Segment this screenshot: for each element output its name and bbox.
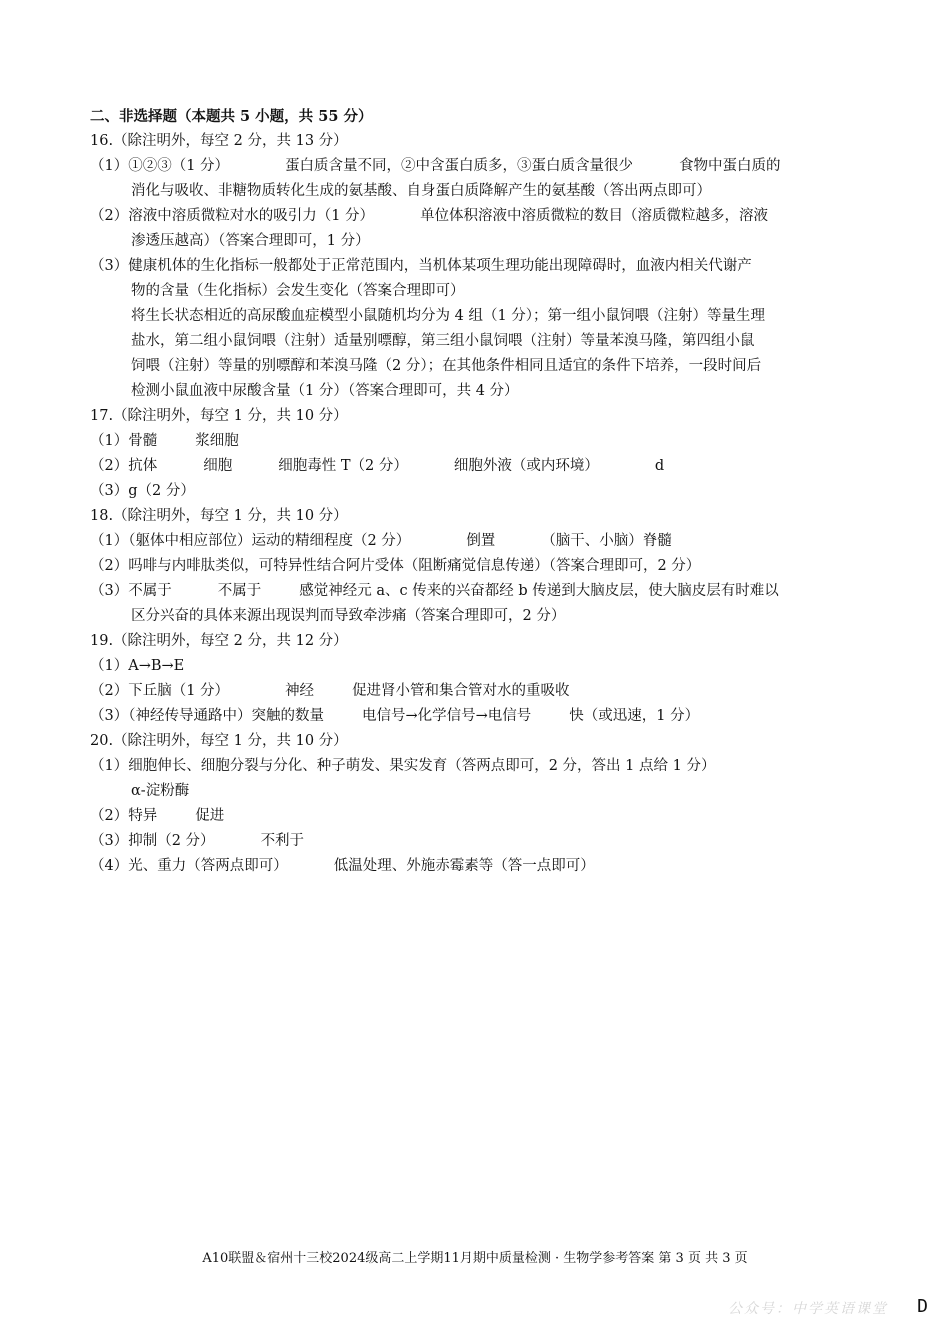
- q19-a2-part3: 促进肾小管和集合管对水的重吸收: [352, 683, 570, 699]
- q20-answer-1-cont: α-淀粉酶: [131, 783, 190, 799]
- q20-a4-part1: （4）光、重力（答两点即可）: [90, 858, 288, 874]
- q18-answer-2: （2）吗啡与内啡肽类似，可特异性结合阿片受体（阻断痛觉信息传递）（答案合理即可，2 分）: [90, 558, 701, 574]
- q16-answer-1: [90, 154, 860, 179]
- watermark-text: 公众号：中学英语课堂: [728, 1301, 888, 1317]
- q16-answer-2-cont: 渗透压越高）（答案合理即可，1 分）: [131, 233, 370, 249]
- q18-a1-part1: （1）（躯体中相应部位）运动的精细程度（2 分）: [90, 533, 411, 549]
- page-footer: A10联盟＆宿州十三校2024级高二上学期11月期中质量检测 · 生物学参考答案 第 3 页 共 3 页: [202, 1251, 748, 1266]
- q17-a2-part3: 细胞毒性 T（2 分）: [278, 458, 408, 474]
- q16-answer-3: （3）健康机体的生化指标一般都处于正常范围内，当机体某项生理功能出现障碍时，血液内相关代谢产: [90, 258, 752, 274]
- q18-a3-part3: 感觉神经元 a、c 传来的兴奋都经 b 传递到大脑皮层，使大脑皮层有时难以: [299, 583, 779, 599]
- q20-a3-part2: 不利于: [260, 833, 305, 849]
- q16-heading: 16.（除注明外，每空 2 分，共 13 分）: [90, 133, 348, 149]
- q19-a3-part2: 电信号→化学信号→电信号: [361, 708, 532, 724]
- q19-answer-2: [90, 679, 860, 704]
- q20-answer-4: [90, 854, 860, 879]
- q19-heading: 19.（除注明外，每空 2 分，共 12 分）: [90, 633, 348, 649]
- q16-answer-1-cont: 消化与吸收、非糖物质转化生成的氨基酸、自身蛋白质降解产生的氨基酸（答出两点即可）: [131, 183, 711, 199]
- section-title: 二、非选择题（本题共 5 小题，共 55 分）: [90, 108, 373, 125]
- q18-answer-3-cont: 区分兴奋的具体来源出现误判而导致牵涉痛（答案合理即可，2 分）: [131, 608, 566, 624]
- q19-a3-part1: （3）（神经传导通路中）突触的数量: [90, 708, 324, 724]
- q19-a2-part1: （2）下丘脑（1 分）: [90, 683, 230, 699]
- q16-answer-3-line4: 盐水，第二组小鼠饲喂（注射）适量别嘌醇，第三组小鼠饲喂（注射）等量苯溴马隆，第四组小鼠: [131, 333, 755, 349]
- q16-answer-3-line2: 物的含量（生化指标）会发生变化（答案合理即可）: [131, 283, 465, 299]
- q20-answer-2: [90, 804, 860, 829]
- q17-a2-part1: （2）抗体: [90, 458, 158, 474]
- q18-a1-part3: （脑干、小脑）脊髓: [541, 533, 672, 549]
- q20-answer-3: [90, 829, 860, 854]
- q16-a1-part3: 食物中蛋白质的: [679, 158, 781, 174]
- q17-heading: 17.（除注明外，每空 1 分，共 10 分）: [90, 408, 348, 424]
- q16-a1-part2: 蛋白质含量不同，②中含蛋白质多，③蛋白质含量很少: [285, 158, 634, 174]
- q17-answer-1: [90, 429, 860, 454]
- q19-a3-part3: 快（或迅速，1 分）: [569, 708, 700, 724]
- q20-a4-part2: 低温处理、外施赤霉素等（答一点即可）: [333, 858, 595, 874]
- q17-a1-part2: 浆细胞: [195, 433, 239, 449]
- q17-a2-part5: d: [654, 458, 665, 474]
- q19-a2-part2: 神经: [285, 683, 315, 699]
- q16-a2-part2: 单位体积溶液中溶质微粒的数目（溶质微粒越多，溶液: [420, 208, 769, 224]
- q16-answer-3-line5: 饲喂（注射）等量的别嘌醇和苯溴马隆（2 分）；在其他条件相同且适宜的条件下培养，一段时间后: [131, 358, 762, 374]
- q20-heading: 20.（除注明外，每空 1 分，共 10 分）: [90, 733, 348, 749]
- q16-answer-3-line3: 将生长状态相近的高尿酸血症模型小鼠随机均分为 4 组（1 分）；第一组小鼠饲喂（注射）等量生理: [131, 308, 766, 324]
- q17-a1-part1: （1）骨髓: [90, 433, 158, 449]
- q19-answer-3: [90, 704, 860, 729]
- q18-a3-part2: 不属于: [217, 583, 262, 599]
- q16-a2-part1: （2）溶液中溶质微粒对水的吸引力（1 分）: [90, 208, 375, 224]
- q17-a2-part2: 细胞: [203, 458, 233, 474]
- q18-answer-1: [90, 529, 860, 554]
- q18-a1-part2: 倒置: [466, 533, 496, 549]
- q20-answer-1: （1）细胞伸长、细胞分裂与分化、种子萌发、果实发育（答两点即可，2 分，答出 1 点给 1 分）: [90, 758, 716, 774]
- corner-mark: D: [917, 1296, 928, 1317]
- q17-answer-2: [90, 454, 860, 479]
- q16-a1-part1: （1）①②③（1 分）: [90, 158, 230, 174]
- q20-a2-part1: （2）特异: [90, 808, 158, 824]
- q18-answer-3: [90, 579, 860, 604]
- q18-a3-part1: （3）不属于: [90, 583, 172, 599]
- q19-answer-1: （1）A→B→E: [90, 658, 185, 674]
- q18-heading: 18.（除注明外，每空 1 分，共 10 分）: [90, 508, 348, 524]
- q17-a2-part4: 细胞外液（或内环境）: [453, 458, 599, 474]
- q16-answer-3-line6: 检测小鼠血液中尿酸含量（1 分）（答案合理即可，共 4 分）: [131, 383, 519, 399]
- q20-a2-part2: 促进: [195, 808, 225, 824]
- answer-content: [90, 104, 860, 879]
- q17-answer-3: （3）g（2 分）: [90, 483, 195, 499]
- q20-a3-part1: （3）抑制（2 分）: [90, 833, 215, 849]
- q16-answer-2: [90, 204, 860, 229]
